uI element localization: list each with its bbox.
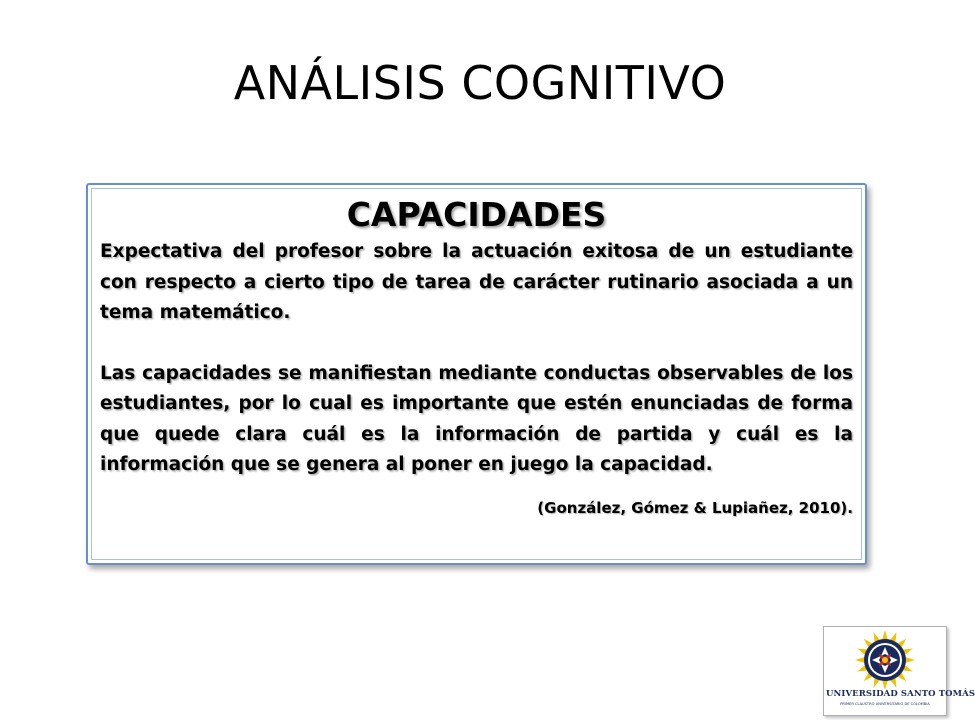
explanation-paragraph: Las capacidades se manifiestan mediante conductas observables de los estudiantes, por lo cual es importante que estén enunciadas de forma que quede clara cuál es la información de partida y cuál es la información que se genera al poner en juego la capacidad. (100, 362, 853, 475)
content-box (86, 183, 867, 565)
citation: (González, Gómez & Lupiañez, 2010). (537, 498, 853, 517)
definition-paragraph: Expectativa del profesor sobre la actuación exitosa de un estudiante con respecto a cierto tipo de tarea de carácter rutinario asociada a un tema matemático. (100, 241, 853, 323)
university-logo (823, 626, 975, 716)
university-seal-icon (854, 629, 916, 691)
university-name: UNIVERSIDAD SANTO TOMÁS (826, 689, 975, 699)
paragraph-gap (100, 329, 853, 359)
slide-title: ANÁLISIS COGNITIVO (233, 56, 727, 110)
box-heading: CAPACIDADES (346, 195, 607, 234)
university-subtitle: PRIMER CLAUSTRO UNIVERSITARIO DE COLOMBIA (840, 702, 930, 706)
